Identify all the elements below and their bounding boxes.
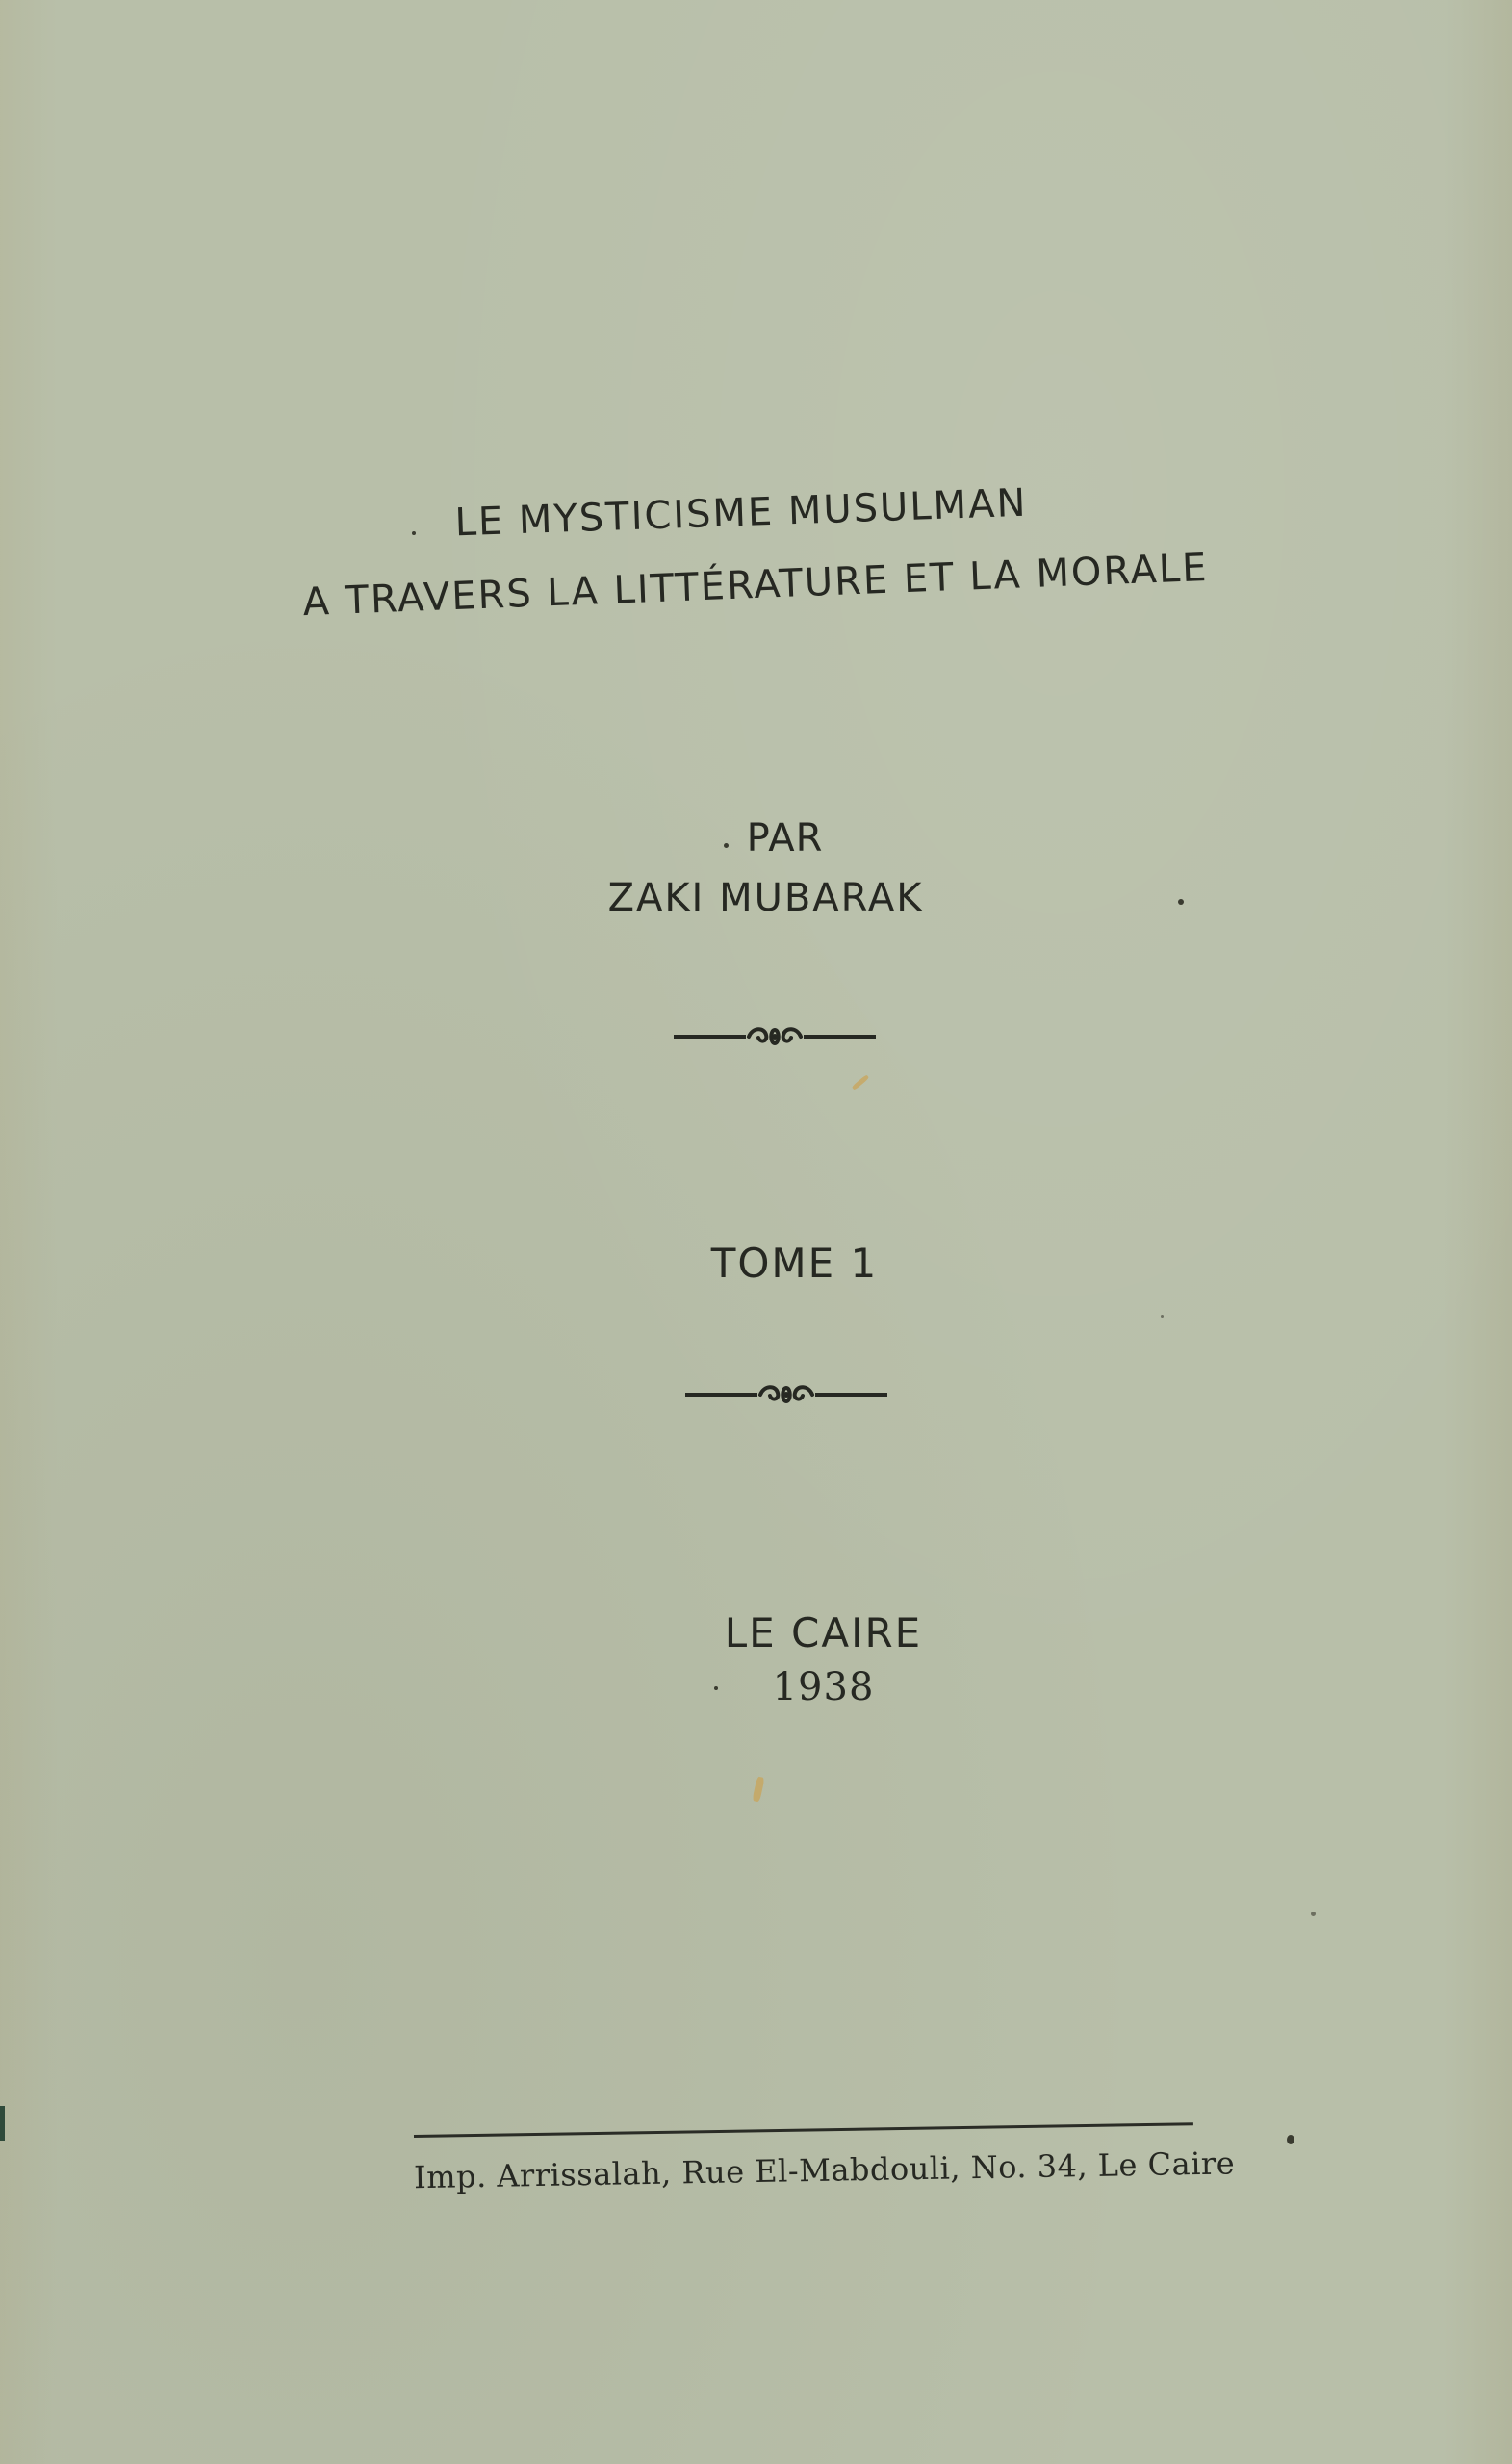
paper-speck	[724, 843, 729, 848]
byline-label: PAR	[746, 816, 824, 860]
paper-stain	[852, 1074, 870, 1091]
publication-year: 1938	[772, 1665, 875, 1709]
paper-stain	[752, 1776, 764, 1802]
paper-speck	[1287, 2135, 1294, 2144]
paper-speck	[1161, 1315, 1164, 1318]
publication-city: LE CAIRE	[724, 1609, 923, 1656]
author-name: ZAKI MUBARAK	[607, 876, 924, 920]
fleuron-divider-icon	[685, 1380, 887, 1409]
volume-label: TOME 1	[710, 1240, 879, 1287]
printer-imprint: Imp. Arrissalah, Rue El-Mabdouli, No. 34, Le Caire	[413, 2144, 1236, 2196]
title-line-2: A TRAVERS LA LITTÉRATURE ET LA MORALE	[301, 545, 1210, 626]
imprint-rule	[414, 2122, 1193, 2138]
paper-speck	[412, 531, 416, 535]
paper-speck	[714, 1686, 718, 1690]
fleuron-divider-icon	[674, 1022, 876, 1051]
paper-speck	[1178, 899, 1184, 905]
title-line-1: LE MYSTICISME MUSULMAN	[453, 480, 1029, 546]
edge-mark	[0, 2106, 5, 2141]
paper-speck	[1311, 1912, 1316, 1916]
